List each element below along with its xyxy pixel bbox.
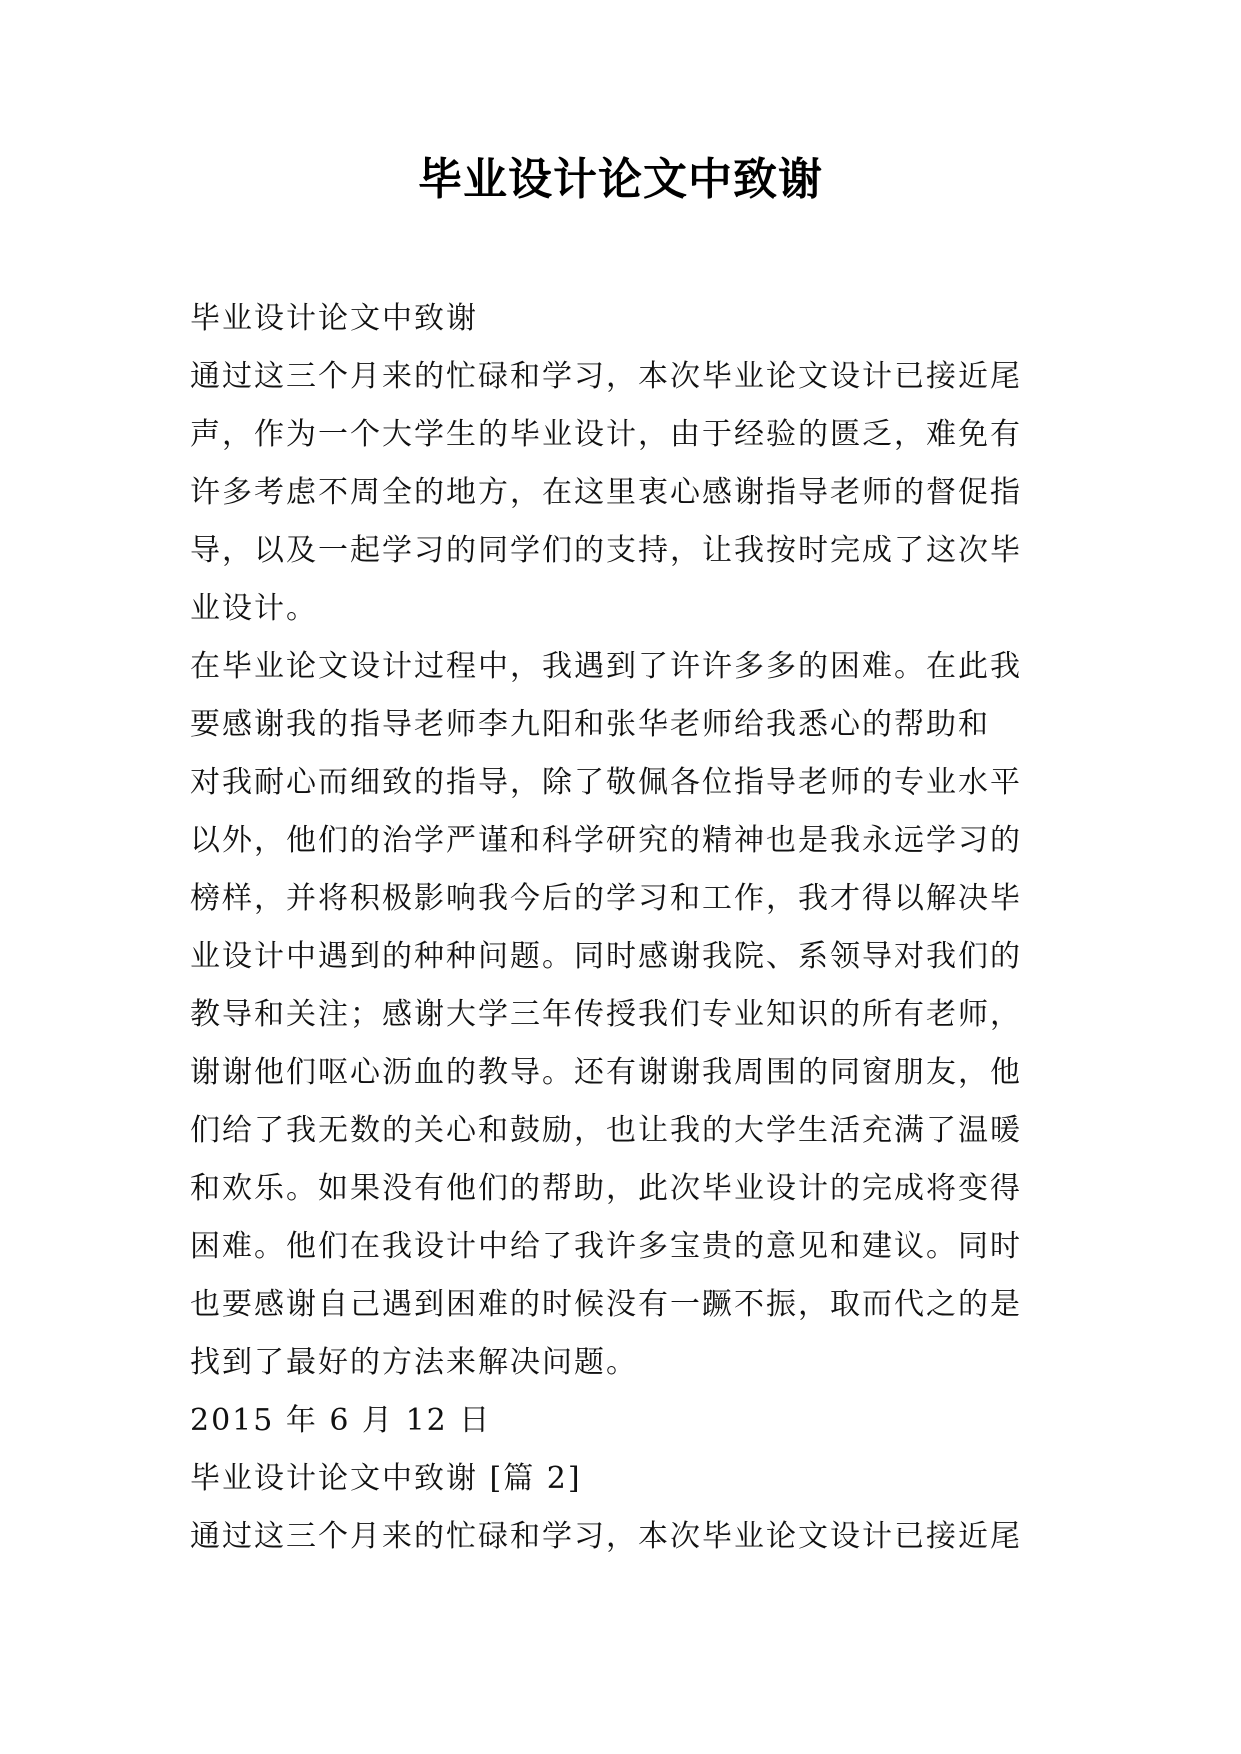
date-line: 2015 年 6 月 12 日 — [190, 1403, 492, 1438]
section-heading: 毕业设计论文中致谢 [篇 2] — [190, 1461, 582, 1496]
body-line: 困难。他们在我设计中给了我许多宝贵的意见和建议。同时 — [190, 1229, 1022, 1264]
body-line: 在毕业论文设计过程中，我遇到了许许多多的困难。在此我 — [190, 649, 1022, 684]
body-line: 导，以及一起学习的同学们的支持，让我按时完成了这次毕 — [190, 533, 1022, 568]
body-line: 也要感谢自己遇到困难的时候没有一蹶不振，取而代之的是 — [190, 1287, 1022, 1322]
body-line: 和欢乐。如果没有他们的帮助，此次毕业设计的完成将变得 — [190, 1171, 1022, 1206]
body-line: 谢谢他们呕心沥血的教导。还有谢谢我周围的同窗朋友，他 — [190, 1055, 1022, 1090]
body-line: 通过这三个月来的忙碌和学习，本次毕业论文设计已接近尾 — [190, 1519, 1022, 1554]
body-line: 对我耐心而细致的指导，除了敬佩各位指导老师的专业水平 — [190, 765, 1022, 800]
body-line: 业设计中遇到的种种问题。同时感谢我院、系领导对我们的 — [190, 939, 1022, 974]
body-line: 毕业设计论文中致谢 — [190, 301, 478, 336]
body-line: 许多考虑不周全的地方，在这里衷心感谢指导老师的督促指 — [190, 475, 1022, 510]
body-line: 找到了最好的方法来解决问题。 — [190, 1345, 638, 1380]
body-line: 教导和关注；感谢大学三年传授我们专业知识的所有老师， — [190, 997, 1022, 1032]
document-body — [190, 290, 1050, 1566]
document-title: 毕业设计论文中致谢 — [418, 154, 823, 205]
body-line: 榜样，并将积极影响我今后的学习和工作，我才得以解决毕 — [190, 881, 1022, 916]
body-line: 业设计。 — [190, 591, 318, 626]
body-line: 要感谢我的指导老师李九阳和张华老师给我悉心的帮助和 — [190, 707, 990, 742]
body-line: 们给了我无数的关心和鼓励，也让我的大学生活充满了温暖 — [190, 1113, 1022, 1148]
body-line: 以外，他们的治学严谨和科学研究的精神也是我永远学习的 — [190, 823, 1022, 858]
body-line: 通过这三个月来的忙碌和学习，本次毕业论文设计已接近尾 — [190, 359, 1022, 394]
body-line: 声，作为一个大学生的毕业设计，由于经验的匮乏，难免有 — [190, 417, 1022, 452]
